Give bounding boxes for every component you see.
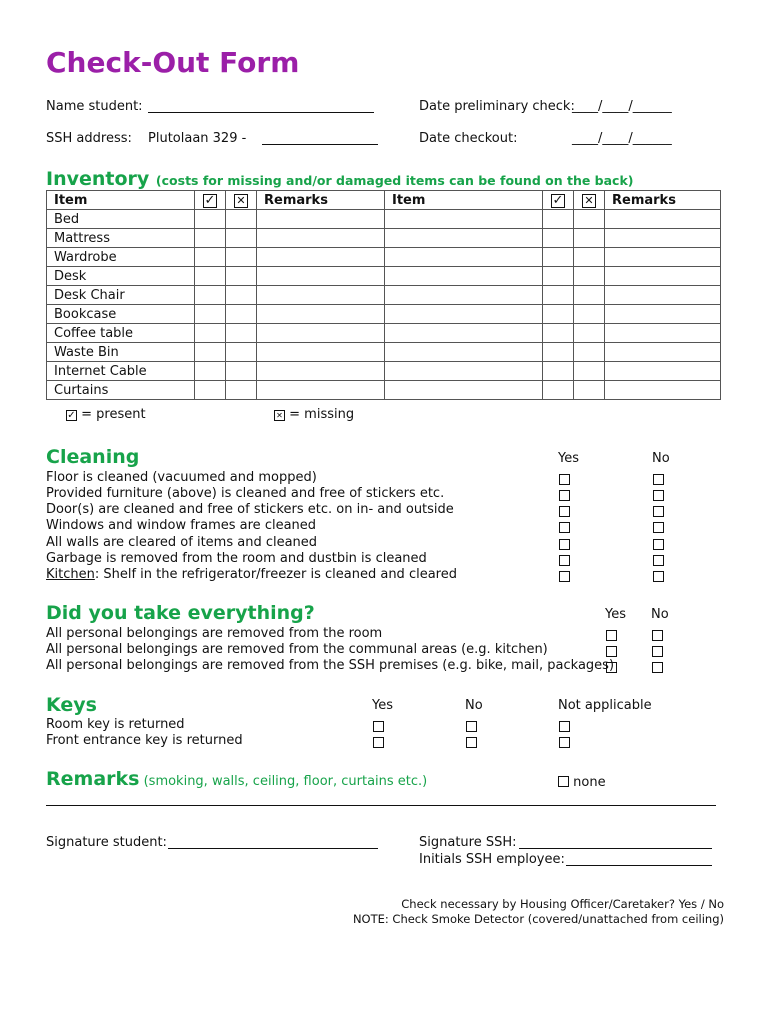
inventory-missing-cell[interactable] xyxy=(226,267,257,286)
inventory-present-cell-2[interactable] xyxy=(543,305,574,324)
checkmark-icon: ✓ xyxy=(204,192,216,208)
keys-item: Front entrance key is returned xyxy=(46,733,243,748)
inventory-remarks-cell-2[interactable] xyxy=(605,343,721,362)
keys-heading: Keys xyxy=(46,694,97,716)
inventory-item-2[interactable] xyxy=(385,267,543,286)
ssh-address-label: SSH address: xyxy=(46,131,132,146)
keys-na-label: Not applicable xyxy=(558,698,652,713)
cleaning-no-label: No xyxy=(652,451,670,466)
inventory-present-cell[interactable] xyxy=(195,381,226,400)
inventory-present-cell-2[interactable] xyxy=(543,286,574,305)
inventory-remarks-cell-2[interactable] xyxy=(605,324,721,343)
everything-no-checkbox[interactable] xyxy=(652,662,663,673)
cleaning-item: Garbage is removed from the room and dustbin is cleaned xyxy=(46,551,427,566)
everything-yes-label: Yes xyxy=(605,607,626,622)
legend-present-text: = present xyxy=(81,407,146,422)
inventory-item-2[interactable] xyxy=(385,286,543,305)
inventory-item-2[interactable] xyxy=(385,305,543,324)
inventory-present-cell[interactable] xyxy=(195,229,226,248)
footer-check-necessary: Check necessary by Housing Officer/Caretaker? Yes / No xyxy=(401,897,724,911)
inventory-row xyxy=(47,267,721,286)
inventory-remarks-cell-2[interactable] xyxy=(605,305,721,324)
inventory-row xyxy=(47,343,721,362)
col-item-2: Item xyxy=(385,191,543,210)
legend-missing xyxy=(274,407,354,422)
cleaning-no-checkbox[interactable] xyxy=(653,539,664,550)
inventory-present-cell-2[interactable] xyxy=(543,267,574,286)
inventory-row xyxy=(47,324,721,343)
inventory-missing-cell[interactable] xyxy=(226,362,257,381)
inventory-missing-cell[interactable] xyxy=(226,248,257,267)
ssh-address-value: Plutolaan 329 - xyxy=(148,131,247,146)
inventory-missing-cell[interactable] xyxy=(226,324,257,343)
inventory-remarks-cell[interactable] xyxy=(257,324,385,343)
everything-no-checkbox[interactable] xyxy=(652,646,663,657)
signature-student-field[interactable] xyxy=(168,836,378,849)
inventory-missing-cell[interactable] xyxy=(226,305,257,324)
cleaning-item: All walls are cleared of items and cleaned xyxy=(46,535,318,550)
remarks-none-label: none xyxy=(573,775,606,790)
inventory-present-cell-2[interactable] xyxy=(543,210,574,229)
inventory-present-cell-2[interactable] xyxy=(543,229,574,248)
keys-item: Room key is returned xyxy=(46,717,185,732)
cleaning-no-checkbox[interactable] xyxy=(653,522,664,533)
col-missing-2 xyxy=(574,191,605,210)
cleaning-yes-checkbox[interactable] xyxy=(559,522,570,533)
remarks-title: Remarks xyxy=(46,768,140,790)
inventory-present-cell-2[interactable] xyxy=(543,362,574,381)
cleaning-no-checkbox[interactable] xyxy=(653,506,664,517)
inventory-subtitle: (costs for missing and/or damaged items can be found on the back) xyxy=(155,173,634,188)
inventory-missing-cell-2[interactable] xyxy=(574,362,605,381)
cleaning-no-checkbox[interactable] xyxy=(653,571,664,582)
inventory-remarks-cell[interactable] xyxy=(257,248,385,267)
legend-missing-text: = missing xyxy=(289,407,355,422)
keys-yes-checkbox[interactable] xyxy=(373,737,384,748)
checkmark-icon: ✓ xyxy=(552,192,564,208)
inventory-remarks-cell[interactable] xyxy=(257,381,385,400)
inventory-present-cell[interactable] xyxy=(195,362,226,381)
keys-na-checkbox[interactable] xyxy=(559,737,570,748)
inventory-present-cell-2[interactable] xyxy=(543,248,574,267)
inventory-present-cell-2[interactable] xyxy=(543,324,574,343)
page-title: Check-Out Form xyxy=(46,46,300,79)
inventory-heading xyxy=(46,168,634,190)
date-preliminary-field[interactable]: ____/____/______ xyxy=(572,99,672,114)
inventory-item-2[interactable] xyxy=(385,381,543,400)
ssh-address-field[interactable] xyxy=(262,132,378,145)
name-student-label: Name student: xyxy=(46,99,143,114)
inventory-item: Bookcase xyxy=(47,305,195,324)
cleaning-no-checkbox[interactable] xyxy=(653,555,664,566)
date-preliminary-label: Date preliminary check: xyxy=(419,99,575,114)
inventory-row xyxy=(47,248,721,267)
x-box-icon: ✕ xyxy=(234,194,248,208)
inventory-item: Waste Bin xyxy=(47,343,195,362)
cleaning-yes-checkbox[interactable] xyxy=(559,539,570,550)
inventory-missing-cell-2[interactable] xyxy=(574,229,605,248)
everything-no-checkbox[interactable] xyxy=(652,630,663,641)
inventory-item: Coffee table xyxy=(47,324,195,343)
keys-no-checkbox[interactable] xyxy=(466,721,477,732)
inventory-row xyxy=(47,210,721,229)
cleaning-no-checkbox[interactable] xyxy=(653,490,664,501)
col-item: Item xyxy=(47,191,195,210)
inventory-present-cell[interactable] xyxy=(195,267,226,286)
inventory-row xyxy=(47,362,721,381)
inventory-missing-cell[interactable] xyxy=(226,229,257,248)
initials-ssh-field[interactable] xyxy=(566,853,712,866)
inventory-remarks-cell-2[interactable] xyxy=(605,362,721,381)
col-remarks-2: Remarks xyxy=(605,191,721,210)
remarks-field[interactable] xyxy=(46,793,716,806)
cleaning-item-kitchen xyxy=(46,567,457,582)
x-box-icon: ✕ xyxy=(582,194,596,208)
signature-student-label: Signature student: xyxy=(46,835,167,850)
inventory-item-2[interactable] xyxy=(385,324,543,343)
inventory-item: Wardrobe xyxy=(47,248,195,267)
inventory-remarks-cell-2[interactable] xyxy=(605,248,721,267)
inventory-item: Mattress xyxy=(47,229,195,248)
inventory-missing-cell-2[interactable] xyxy=(574,286,605,305)
inventory-remarks-cell[interactable] xyxy=(257,343,385,362)
cleaning-yes-checkbox[interactable] xyxy=(559,555,570,566)
col-remarks: Remarks xyxy=(257,191,385,210)
inventory-missing-cell-2[interactable] xyxy=(574,381,605,400)
signature-ssh-label: Signature SSH: xyxy=(419,835,517,850)
inventory-remarks-cell-2[interactable] xyxy=(605,381,721,400)
inventory-remarks-cell[interactable] xyxy=(257,267,385,286)
inventory-remarks-cell-2[interactable] xyxy=(605,210,721,229)
remarks-subtitle: (smoking, walls, ceiling, floor, curtains etc.) xyxy=(143,774,428,789)
keys-yes-label: Yes xyxy=(372,698,393,713)
cleaning-yes-checkbox[interactable] xyxy=(559,506,570,517)
keys-yes-checkbox[interactable] xyxy=(373,721,384,732)
x-box-icon: ✕ xyxy=(274,410,285,421)
inventory-present-cell-2[interactable] xyxy=(543,343,574,362)
name-student-field[interactable] xyxy=(148,100,374,113)
checkbox-icon[interactable] xyxy=(558,776,569,787)
cleaning-yes-checkbox[interactable] xyxy=(559,474,570,485)
kitchen-label: Kitchen xyxy=(46,567,95,582)
everything-item: All personal belongings are removed from the communal areas (e.g. kitchen) xyxy=(46,642,548,657)
date-checkout-field[interactable]: ____/____/______ xyxy=(572,131,672,146)
col-present xyxy=(195,191,226,210)
inventory-item-2[interactable] xyxy=(385,248,543,267)
date-checkout-label: Date checkout: xyxy=(419,131,518,146)
inventory-item-2[interactable] xyxy=(385,210,543,229)
inventory-missing-cell[interactable] xyxy=(226,381,257,400)
col-present-2 xyxy=(543,191,574,210)
initials-ssh-label: Initials SSH employee: xyxy=(419,852,565,867)
everything-item: All personal belongings are removed from the room xyxy=(46,626,383,641)
inventory-remarks-cell[interactable] xyxy=(257,229,385,248)
inventory-header-row xyxy=(47,191,721,210)
cleaning-item: Floor is cleaned (vacuumed and mopped) xyxy=(46,470,317,485)
remarks-none-option[interactable] xyxy=(558,775,606,790)
footer-note: NOTE: Check Smoke Detector (covered/unattached from ceiling) xyxy=(352,912,724,926)
inventory-remarks-cell-2[interactable] xyxy=(605,267,721,286)
keys-no-label: No xyxy=(465,698,483,713)
signature-ssh-field[interactable] xyxy=(519,836,712,849)
cleaning-item: Windows and window frames are cleaned xyxy=(46,518,317,533)
inventory-item: Desk xyxy=(47,267,195,286)
everything-heading: Did you take everything? xyxy=(46,602,315,624)
col-missing xyxy=(226,191,257,210)
inventory-row xyxy=(47,286,721,305)
cleaning-yes-label: Yes xyxy=(558,451,579,466)
inventory-table xyxy=(46,190,721,400)
checkmark-icon: ✓ xyxy=(67,410,76,421)
keys-na-checkbox[interactable] xyxy=(559,721,570,732)
inventory-present-cell[interactable] xyxy=(195,324,226,343)
remarks-heading xyxy=(46,768,427,790)
inventory-missing-cell-2[interactable] xyxy=(574,210,605,229)
inventory-missing-cell[interactable] xyxy=(226,286,257,305)
inventory-remarks-cell[interactable] xyxy=(257,305,385,324)
legend-present xyxy=(66,407,146,422)
everything-yes-checkbox[interactable] xyxy=(606,662,617,673)
inventory-row xyxy=(47,229,721,248)
inventory-remarks-cell-2[interactable] xyxy=(605,229,721,248)
inventory-missing-cell-2[interactable] xyxy=(574,343,605,362)
cleaning-heading: Cleaning xyxy=(46,446,140,468)
inventory-missing-cell-2[interactable] xyxy=(574,267,605,286)
inventory-remarks-cell[interactable] xyxy=(257,210,385,229)
inventory-missing-cell[interactable] xyxy=(226,210,257,229)
cleaning-yes-checkbox[interactable] xyxy=(559,571,570,582)
inventory-row xyxy=(47,381,721,400)
inventory-present-cell[interactable] xyxy=(195,210,226,229)
inventory-item-2[interactable] xyxy=(385,362,543,381)
inventory-missing-cell-2[interactable] xyxy=(574,248,605,267)
cleaning-no-checkbox[interactable] xyxy=(653,474,664,485)
inventory-present-cell[interactable] xyxy=(195,343,226,362)
inventory-item: Desk Chair xyxy=(47,286,195,305)
inventory-present-cell[interactable] xyxy=(195,248,226,267)
inventory-missing-cell[interactable] xyxy=(226,343,257,362)
everything-no-label: No xyxy=(651,607,669,622)
keys-no-checkbox[interactable] xyxy=(466,737,477,748)
inventory-item-2[interactable] xyxy=(385,229,543,248)
inventory-title: Inventory xyxy=(46,168,150,190)
cleaning-yes-checkbox[interactable] xyxy=(559,490,570,501)
cleaning-item: Provided furniture (above) is cleaned and free of stickers etc. xyxy=(46,486,445,501)
everything-yes-checkbox[interactable] xyxy=(606,630,617,641)
inventory-item: Curtains xyxy=(47,381,195,400)
inventory-remarks-cell-2[interactable] xyxy=(605,286,721,305)
inventory-item: Internet Cable xyxy=(47,362,195,381)
inventory-present-cell-2[interactable] xyxy=(543,381,574,400)
inventory-remarks-cell[interactable] xyxy=(257,286,385,305)
kitchen-text: : Shelf in the refrigerator/freezer is cleaned and cleared xyxy=(94,567,457,582)
everything-item: All personal belongings are removed from the SSH premises (e.g. bike, mail, packages) xyxy=(46,658,615,673)
inventory-row xyxy=(47,305,721,324)
inventory-item: Bed xyxy=(47,210,195,229)
cleaning-item: Door(s) are cleaned and free of stickers etc. on in- and outside xyxy=(46,502,454,517)
inventory-present-cell[interactable] xyxy=(195,305,226,324)
everything-yes-checkbox[interactable] xyxy=(606,646,617,657)
inventory-item-2[interactable] xyxy=(385,343,543,362)
inventory-missing-cell-2[interactable] xyxy=(574,305,605,324)
inventory-remarks-cell[interactable] xyxy=(257,362,385,381)
inventory-missing-cell-2[interactable] xyxy=(574,324,605,343)
inventory-present-cell[interactable] xyxy=(195,286,226,305)
